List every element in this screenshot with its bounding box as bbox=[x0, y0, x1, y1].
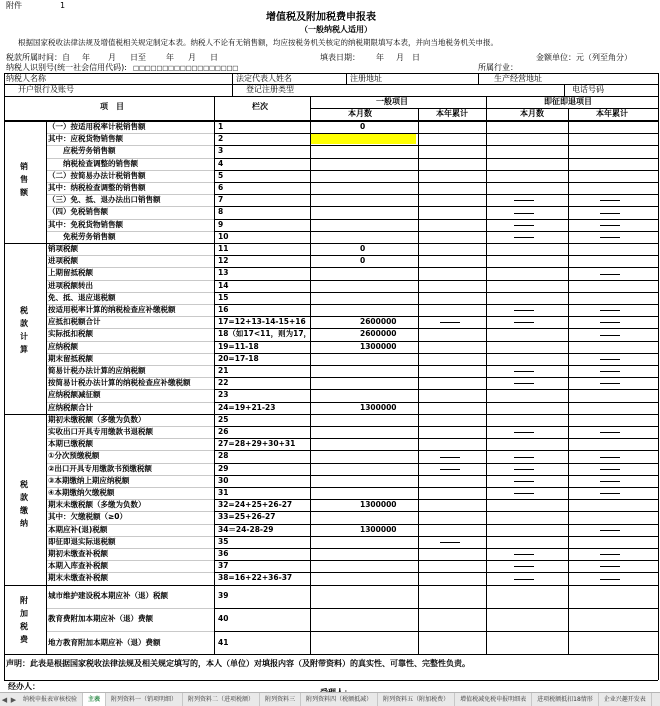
row-line-number: 14 bbox=[218, 280, 229, 290]
table-row bbox=[46, 572, 658, 584]
taxpayer-name-label: 纳税人名称 bbox=[6, 74, 46, 83]
reg-type-label: 登记注册类型 bbox=[246, 85, 294, 94]
spreadsheet-sheet: 附件 1 增值税及附加税费申报表 （一般纳税人适用） 根据国家税收法律法规及增值税相关规定制定本表。纳税人不论有无销售额，均应按税务机关核定的纳税期限填写本表，并向当地税务机关申报。 税款所属时间：自 年 月 日至 年 月 日 填表日期： 年 月 日 金额单位：元（列至角分） 纳税人识别号(统一社会信用代码): □□□□□□□□□□□□□□□□□□ 所属行业： 纳税人名称 法定代表人姓名 注册地址 生产经营地址 开户银行及账号 登记注册类型 电话号码 项 目 栏次 一般项目 即征即退项目 本月数 本年累计 本月数 本年累计 销 售 额 税 款 计 算 税 款 缴 纳 附 加 税 费 （一）按适用税率计税销售额 1 0 其中：应税货物销售额 2 应税劳务销售额 3 纳税检查调整的销售额 4 （二）按简易办法计税销售额 5 其中：纳税检查调整的销售额 6 （三）免、抵、退办法出口销售额 7 （四）免税销售额 8 其中：免税货物销售额 9 免税劳务销售额 10 销项税额 11 0 进项税额 12 0 上期留抵税额 13 进项税额转出 14 免、抵、退应退税额 15 按适用税率计算的纳税检查应补缴税额 16 应抵扣税额合计 17=12+13-14-15+16 2600000 实际抵扣税额 18（如17<11，则为17， 2600000 应纳税额 19=11-18 1300000 期末留抵税额 20=17-18 简易计税办法计算的应纳税额 21 按简易计税办法计算的纳税检查应补缴税额 22 应纳税额减征额 23 应纳税额合计 24=19+21-23 1300000 期初未缴税额（多缴为负数） 25 实收出口开具专用缴款书退税额 26 本期已缴税额 27=28+29+30+31 ①分次预缴税额 28 ②出口开具专用缴款书预缴税额 29 ③本期缴纳上期应纳税额 30 ④本期缴纳欠缴税额 31 期末未缴税额（多缴为负数） 32=24+25+26-27 1300000 其中：欠缴税额（≥0） 33=25+26-27 本期应补(退)税额 34＝24-28-29 1300000 即征即退实际退税额 35 期初未缴查补税额 36 本期入库查补税额 37 期末未缴查补税额 38=16+22+36-37 城市维护建设税本期应补（退）税额 39 教育费附加本期应补（退）费额 40 地方教育附加本期应补（退）费额 41 声明：此表是根据国家税收法律法规及相关规定填写的，本人（单位）对填报内容（及附带资料）的真实性、可靠性、完整性负责。 经办人： bbox=[0, 0, 660, 692]
row-item-name: 简易计税办法计算的应纳税额 bbox=[48, 366, 146, 376]
row-item-name: ④本期缴纳欠缴税额 bbox=[48, 488, 115, 498]
table-row bbox=[46, 231, 658, 243]
row-line-number: 4 bbox=[218, 158, 224, 168]
declaration-text: 声明：此表是根据国家税收法律法规及相关规定填写的，本人（单位）对填报内容（及附带资料）的真实性、可靠性、完整性负责。 bbox=[6, 659, 470, 668]
header-general: 一般项目 bbox=[376, 97, 408, 106]
table-row bbox=[46, 585, 658, 608]
row-item-name: ③本期缴纳上期应纳税额 bbox=[48, 475, 130, 485]
row-general-this-month[interactable]: 1300000 bbox=[360, 524, 397, 534]
taxpayer-id-label: 纳税人识别号(统一社会信用代码): bbox=[6, 63, 127, 72]
row-item-name: 本期已缴税额 bbox=[48, 439, 93, 449]
sheet-tab[interactable]: 附列资料一（销项明细） bbox=[106, 693, 183, 706]
table-row bbox=[46, 377, 658, 389]
row-line-number: 18（如17<11，则为17， bbox=[218, 329, 312, 339]
row-general-this-month[interactable]: 1300000 bbox=[360, 500, 397, 510]
table-row bbox=[46, 341, 658, 353]
sheet-tab[interactable]: 主表 bbox=[83, 693, 106, 706]
row-line-number: 2 bbox=[218, 134, 224, 144]
row-item-name: 销项税额 bbox=[48, 244, 78, 254]
row-item-name: 教育费附加本期应补（退）费额 bbox=[48, 614, 153, 624]
table-row bbox=[46, 280, 658, 292]
table-row bbox=[46, 524, 658, 536]
row-general-this-month[interactable]: 0 bbox=[360, 122, 366, 132]
sheet-tabs bbox=[18, 693, 652, 706]
table-row bbox=[46, 414, 658, 426]
table-row bbox=[46, 560, 658, 572]
row-item-name: 其中：应税货物销售额 bbox=[48, 134, 123, 144]
sheet-tab[interactable]: 附列资料五（附加税费） bbox=[378, 693, 455, 706]
row-item-name: （三）免、抵、退办法出口销售额 bbox=[48, 195, 161, 205]
sheet-tab[interactable]: 企业兴趣开发表 bbox=[599, 693, 652, 706]
table-row bbox=[46, 267, 658, 279]
row-line-number: 29 bbox=[218, 463, 229, 473]
row-line-number: 28 bbox=[218, 451, 229, 461]
next-sheet-icon[interactable]: ▶ bbox=[10, 695, 17, 704]
row-item-name: 期初未缴查补税额 bbox=[48, 549, 108, 559]
row-item-name: 地方教育附加本期应补（退）费额 bbox=[48, 637, 161, 647]
table-row bbox=[46, 438, 658, 450]
row-general-this-month[interactable]: 2600000 bbox=[360, 317, 397, 327]
table-row bbox=[46, 292, 658, 304]
row-line-number: 25 bbox=[218, 414, 229, 424]
row-line-number: 22 bbox=[218, 378, 229, 388]
row-line-number: 20=17-18 bbox=[218, 353, 259, 363]
industry-label: 所属行业： bbox=[478, 63, 518, 72]
row-item-name: 其中：免税货物销售额 bbox=[48, 219, 123, 229]
row-line-number: 21 bbox=[218, 366, 229, 376]
row-item-name: 期初未缴税额（多缴为负数） bbox=[48, 414, 146, 424]
prev-sheet-icon[interactable]: ◀ bbox=[1, 695, 8, 704]
legal-rep-label: 法定代表人姓名 bbox=[236, 74, 292, 83]
row-item-name: 本期应补(退)税额 bbox=[48, 524, 108, 534]
row-item-name: 即征即退实际退税额 bbox=[48, 536, 116, 546]
table-row bbox=[46, 255, 658, 267]
row-line-number: 6 bbox=[218, 183, 224, 193]
row-general-this-month[interactable]: 1300000 bbox=[360, 402, 397, 412]
group-sales: 销 售 额 bbox=[20, 162, 28, 197]
group-tax-payment: 税 款 缴 纳 bbox=[20, 480, 28, 528]
row-item-name: ①分次预缴税额 bbox=[48, 451, 100, 461]
bank-account-label: 开户银行及账号 bbox=[18, 85, 74, 94]
row-general-this-month[interactable]: 2600000 bbox=[360, 329, 397, 339]
table-row bbox=[46, 402, 658, 414]
table-row bbox=[46, 158, 658, 170]
row-line-number: 10 bbox=[218, 231, 229, 241]
row-line-number: 5 bbox=[218, 170, 224, 180]
attachment-label: 附件 bbox=[6, 1, 22, 10]
table-row bbox=[46, 194, 658, 206]
sheet-tab[interactable]: 增值税减免税申报明细表 bbox=[455, 693, 532, 706]
row-line-number: 26 bbox=[218, 427, 229, 437]
row-general-this-month[interactable]: 1300000 bbox=[360, 341, 397, 351]
biz-address-label: 生产经营地址 bbox=[494, 74, 542, 83]
table-row bbox=[46, 170, 658, 182]
header-item: 项 目 bbox=[100, 102, 124, 111]
sheet-tab[interactable]: 附列资料二（进项税额） bbox=[183, 693, 260, 706]
row-line-number: 1 bbox=[218, 122, 224, 132]
table-row bbox=[46, 463, 658, 475]
table-row bbox=[46, 475, 658, 487]
sheet-tab[interactable]: 附列资料四（税额抵减） bbox=[301, 693, 378, 706]
row-general-this-month[interactable]: 0 bbox=[360, 244, 366, 254]
table-row bbox=[46, 608, 658, 631]
row-line-number: 13 bbox=[218, 268, 229, 278]
table-row bbox=[46, 548, 658, 560]
taxpayer-id-boxes[interactable]: □□□□□□□□□□□□□□□□□□ bbox=[133, 64, 239, 72]
row-item-name: 上期留抵税额 bbox=[48, 268, 93, 278]
row-item-name: 应纳税额减征额 bbox=[48, 390, 101, 400]
row-general-this-month[interactable]: 0 bbox=[360, 256, 366, 266]
group-surtax: 附 加 税 费 bbox=[20, 596, 28, 644]
header-year-total: 本年累计 bbox=[436, 109, 468, 118]
row-line-number: 11 bbox=[218, 244, 229, 254]
header-this-month-2: 本月数 bbox=[520, 109, 544, 118]
handler-label: 经办人： bbox=[8, 682, 40, 691]
row-line-number: 27=28+29+30+31 bbox=[218, 439, 296, 449]
row-line-number: 12 bbox=[218, 256, 229, 266]
row-line-number: 7 bbox=[218, 195, 224, 205]
row-item-name: 应抵扣税额合计 bbox=[48, 317, 101, 327]
row-item-name: （四）免税销售额 bbox=[48, 207, 108, 217]
table-row bbox=[46, 145, 658, 157]
table-row bbox=[46, 316, 658, 328]
row-line-number: 40 bbox=[218, 614, 229, 624]
table-row bbox=[46, 304, 658, 316]
table-row bbox=[46, 182, 658, 194]
row-item-name: 免税劳务销售额 bbox=[48, 231, 116, 241]
row-line-number: 38=16+22+36-37 bbox=[218, 573, 293, 583]
reg-address-label: 注册地址 bbox=[350, 74, 382, 83]
row-item-name: 进项税额 bbox=[48, 256, 78, 266]
row-line-number: 23 bbox=[218, 390, 229, 400]
row-line-number: 16 bbox=[218, 305, 229, 315]
row-item-name: 应纳税额 bbox=[48, 341, 78, 351]
row-item-name: ②出口开具专用缴款书预缴税额 bbox=[48, 463, 152, 473]
sheet-tab[interactable]: 附列资料三 bbox=[260, 693, 301, 706]
table-row bbox=[46, 631, 658, 654]
row-item-name: 期末未缴查补税额 bbox=[48, 573, 108, 583]
row-line-number: 32=24+25+26-27 bbox=[218, 500, 293, 510]
row-item-name: 应税劳务销售额 bbox=[48, 146, 116, 156]
row-line-number: 9 bbox=[218, 219, 224, 229]
header-this-month: 本月数 bbox=[348, 109, 372, 118]
row-item-name: 其中：纳税检查调整的销售额 bbox=[48, 183, 146, 193]
row-line-number: 8 bbox=[218, 207, 224, 217]
row-item-name: 应纳税额合计 bbox=[48, 402, 93, 412]
table-row bbox=[46, 487, 658, 499]
form-subtitle: （一般纳税人适用） bbox=[300, 25, 372, 34]
row-item-name: 实际抵扣税额 bbox=[48, 329, 93, 339]
row-item-name: 本期入库查补税额 bbox=[48, 561, 108, 571]
table-row bbox=[46, 121, 658, 133]
row-line-number: 35 bbox=[218, 536, 229, 546]
header-immediate: 即征即退项目 bbox=[544, 97, 592, 106]
table-row bbox=[46, 426, 658, 438]
table-row bbox=[46, 499, 658, 511]
row-line-number: 34＝24-28-29 bbox=[218, 524, 274, 534]
sheet-tab-bar bbox=[0, 692, 660, 706]
row-line-number: 39 bbox=[218, 591, 229, 601]
row-item-name: 按适用税率计算的纳税检查应补缴税额 bbox=[48, 305, 176, 315]
table-row bbox=[46, 133, 658, 145]
table-row bbox=[46, 536, 658, 548]
table-row bbox=[46, 206, 658, 218]
row-item-name: 实收出口开具专用缴款书退税额 bbox=[48, 427, 153, 437]
table-row bbox=[46, 243, 658, 255]
form-title: 增值税及附加税费申报表 bbox=[266, 12, 376, 23]
row-line-number: 31 bbox=[218, 488, 229, 498]
row-item-name: 免、抵、退应退税额 bbox=[48, 292, 116, 302]
phone-label: 电话号码 bbox=[572, 85, 604, 94]
table-row bbox=[46, 511, 658, 523]
row-line-number: 24=19+21-23 bbox=[218, 402, 276, 412]
row-line-number: 37 bbox=[218, 561, 229, 571]
header-year-total-2: 本年累计 bbox=[596, 109, 628, 118]
sheet-tab[interactable]: 进项税额抵扣18情形 bbox=[532, 693, 599, 706]
row-line-number: 15 bbox=[218, 292, 229, 302]
row-line-number: 3 bbox=[218, 146, 224, 156]
table-row bbox=[46, 365, 658, 377]
row-item-name: 按简易计税办法计算的纳税检查应补缴税额 bbox=[48, 378, 191, 388]
table-row bbox=[46, 450, 658, 462]
row-item-name: （二）按简易办法计税销售额 bbox=[48, 170, 146, 180]
row-line-number: 33=25+26-27 bbox=[218, 512, 276, 522]
table-row bbox=[46, 353, 658, 365]
form-intro: 根据国家税收法律法规及增值税相关规定制定本表。纳税人不论有无销售额，均应按税务机关核定的纳税期限填写本表，并向当地税务机关申报。 bbox=[18, 38, 498, 47]
table-row bbox=[46, 219, 658, 231]
row-item-name: 纳税检查调整的销售额 bbox=[48, 158, 138, 168]
row-item-name: 进项税额转出 bbox=[48, 280, 93, 290]
row-item-name: 期末未缴税额（多缴为负数） bbox=[48, 500, 146, 510]
table-row bbox=[46, 328, 658, 340]
table-row bbox=[46, 389, 658, 401]
row-item-name: 其中：欠缴税额（≥0） bbox=[48, 512, 128, 522]
row-line-number: 17=12+13-14-15+16 bbox=[218, 317, 306, 327]
group-tax-calc: 税 款 计 算 bbox=[20, 306, 28, 354]
attachment-number: 1 bbox=[60, 1, 66, 10]
row-line-number: 30 bbox=[218, 475, 229, 485]
amount-unit: 金额单位：元（列至角分） bbox=[536, 53, 632, 62]
row-line-number: 19=11-18 bbox=[218, 341, 259, 351]
row-item-name: 期末留抵税额 bbox=[48, 353, 93, 363]
row-line-number: 41 bbox=[218, 637, 229, 647]
row-item-name: （一）按适用税率计税销售额 bbox=[48, 122, 146, 132]
header-line-no: 栏次 bbox=[252, 102, 268, 111]
row-item-name: 城市维护建设税本期应补（退）税额 bbox=[48, 591, 168, 601]
row-line-number: 36 bbox=[218, 549, 229, 559]
sheet-tab[interactable]: 纳税申报表审核校验 bbox=[18, 693, 83, 706]
